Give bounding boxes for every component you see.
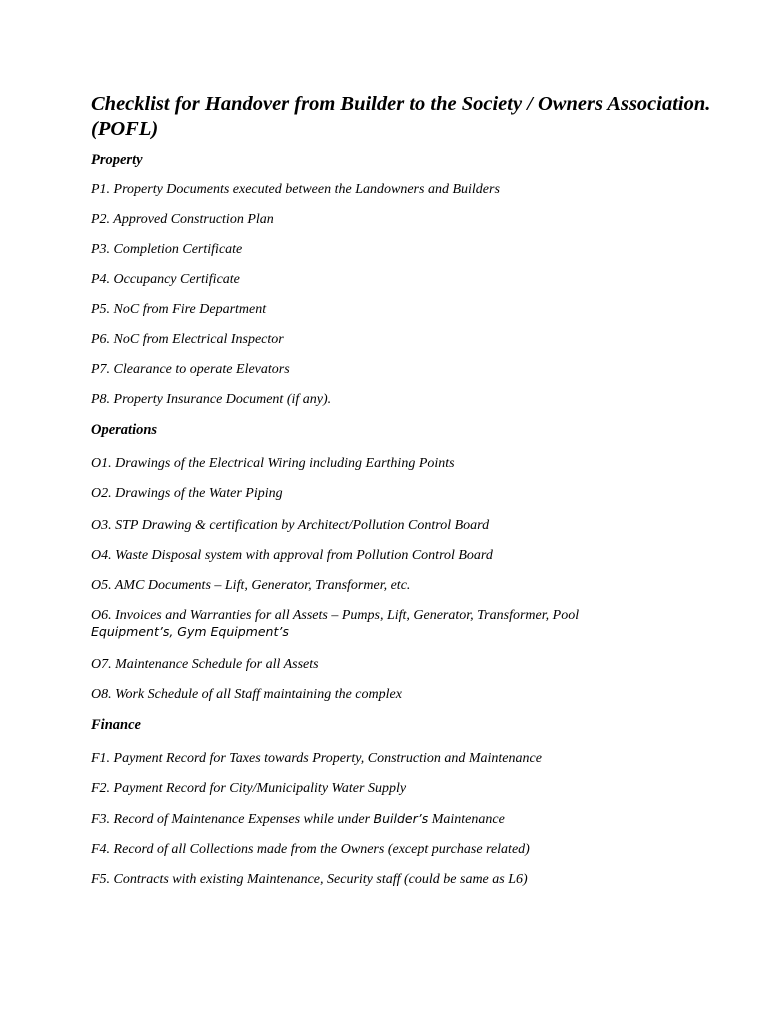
checklist-item-f2: F2. Payment Record for City/Municipality Water Supply — [91, 781, 407, 796]
checklist-item-o2: O2. Drawings of the Water Piping — [91, 486, 283, 501]
checklist-item-o7: O7. Maintenance Schedule for all Assets — [91, 657, 319, 672]
checklist-item-o4: O4. Waste Disposal system with approval from Pollution Control Board — [91, 548, 493, 563]
checklist-item-f3-suffix: Maintenance — [428, 812, 505, 827]
document-title: Checklist for Handover from Builder to the Society / Owners Association. (POFL) — [91, 93, 711, 140]
checklist-item-p6: P6. NoC from Electrical Inspector — [91, 332, 284, 347]
checklist-item-f5: F5. Contracts with existing Maintenance, Security staff (could be same as L6) — [91, 872, 528, 887]
checklist-item-p1: P1. Property Documents executed between the Landowners and Builders — [91, 182, 500, 197]
document-page — [91, 92, 731, 902]
checklist-item-p4: P4. Occupancy Certificate — [91, 272, 240, 287]
checklist-item-p2: P2. Approved Construction Plan — [91, 212, 274, 227]
checklist-item-f3-prefix: F3. Record of Maintenance Expenses while under — [91, 812, 374, 827]
checklist-item-f3 — [91, 811, 731, 828]
checklist-item-p3: P3. Completion Certificate — [91, 242, 243, 257]
section-heading-property: Property — [91, 152, 143, 168]
checklist-item-o6-continuation: Equipment’s, Gym Equipment’s — [91, 624, 289, 639]
checklist-item-f4: F4. Record of all Collections made from the Owners (except purchase related) — [91, 842, 530, 857]
section-heading-finance: Finance — [91, 717, 141, 733]
checklist-item-o8: O8. Work Schedule of all Staff maintaining the complex — [91, 687, 402, 702]
section-heading-operations: Operations — [91, 422, 158, 438]
checklist-item-o5: O5. AMC Documents – Lift, Generator, Transformer, etc. — [91, 578, 411, 593]
checklist-item-o3: O3. STP Drawing & certification by Architect/Pollution Control Board — [91, 518, 490, 533]
checklist-item-p5: P5. NoC from Fire Department — [91, 302, 267, 317]
checklist-item-f3-builder: Builder’s — [373, 811, 429, 826]
checklist-item-o6-text: O6. Invoices and Warranties for all Assets – Pumps, Lift, Generator, Transformer, Pool — [91, 608, 580, 623]
checklist-item-p8: P8. Property Insurance Document (if any). — [91, 392, 332, 407]
checklist-item-o1: O1. Drawings of the Electrical Wiring including Earthing Points — [91, 456, 455, 471]
checklist-item-f1: F1. Payment Record for Taxes towards Property, Construction and Maintenance — [91, 751, 542, 766]
checklist-item-o6 — [91, 608, 731, 641]
checklist-item-p7: P7. Clearance to operate Elevators — [91, 362, 290, 377]
